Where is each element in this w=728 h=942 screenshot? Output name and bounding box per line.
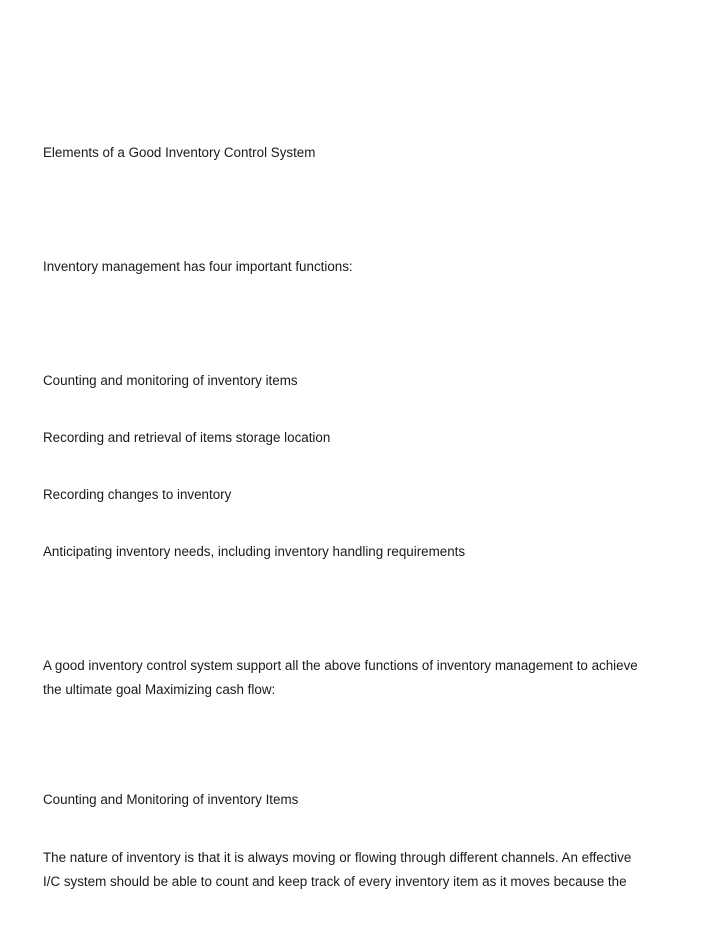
section-heading: Counting and Monitoring of inventory Items xyxy=(43,792,299,807)
intro-text: Inventory management has four important functions: xyxy=(43,259,353,274)
goal-paragraph xyxy=(43,654,693,702)
function-item-recording-changes: Recording changes to inventory xyxy=(43,487,232,502)
function-item-storage-location: Recording and retrieval of items storage location xyxy=(43,430,331,445)
section-paragraph xyxy=(43,846,693,894)
goal-paragraph-line: the ultimate goal Maximizing cash flow: xyxy=(43,682,276,697)
document-heading: Elements of a Good Inventory Control System xyxy=(43,145,316,160)
section-paragraph-line: The nature of inventory is that it is always moving or flowing through different channels. An effective xyxy=(43,850,632,865)
section-paragraph-line: I/C system should be able to count and keep track of every inventory item as it moves because the xyxy=(43,874,627,889)
goal-paragraph-line: A good inventory control system support all the above functions of inventory management to achieve xyxy=(43,658,638,673)
function-item-anticipating-needs: Anticipating inventory needs, including inventory handling requirements xyxy=(43,544,466,559)
function-item-counting: Counting and monitoring of inventory items xyxy=(43,373,298,388)
